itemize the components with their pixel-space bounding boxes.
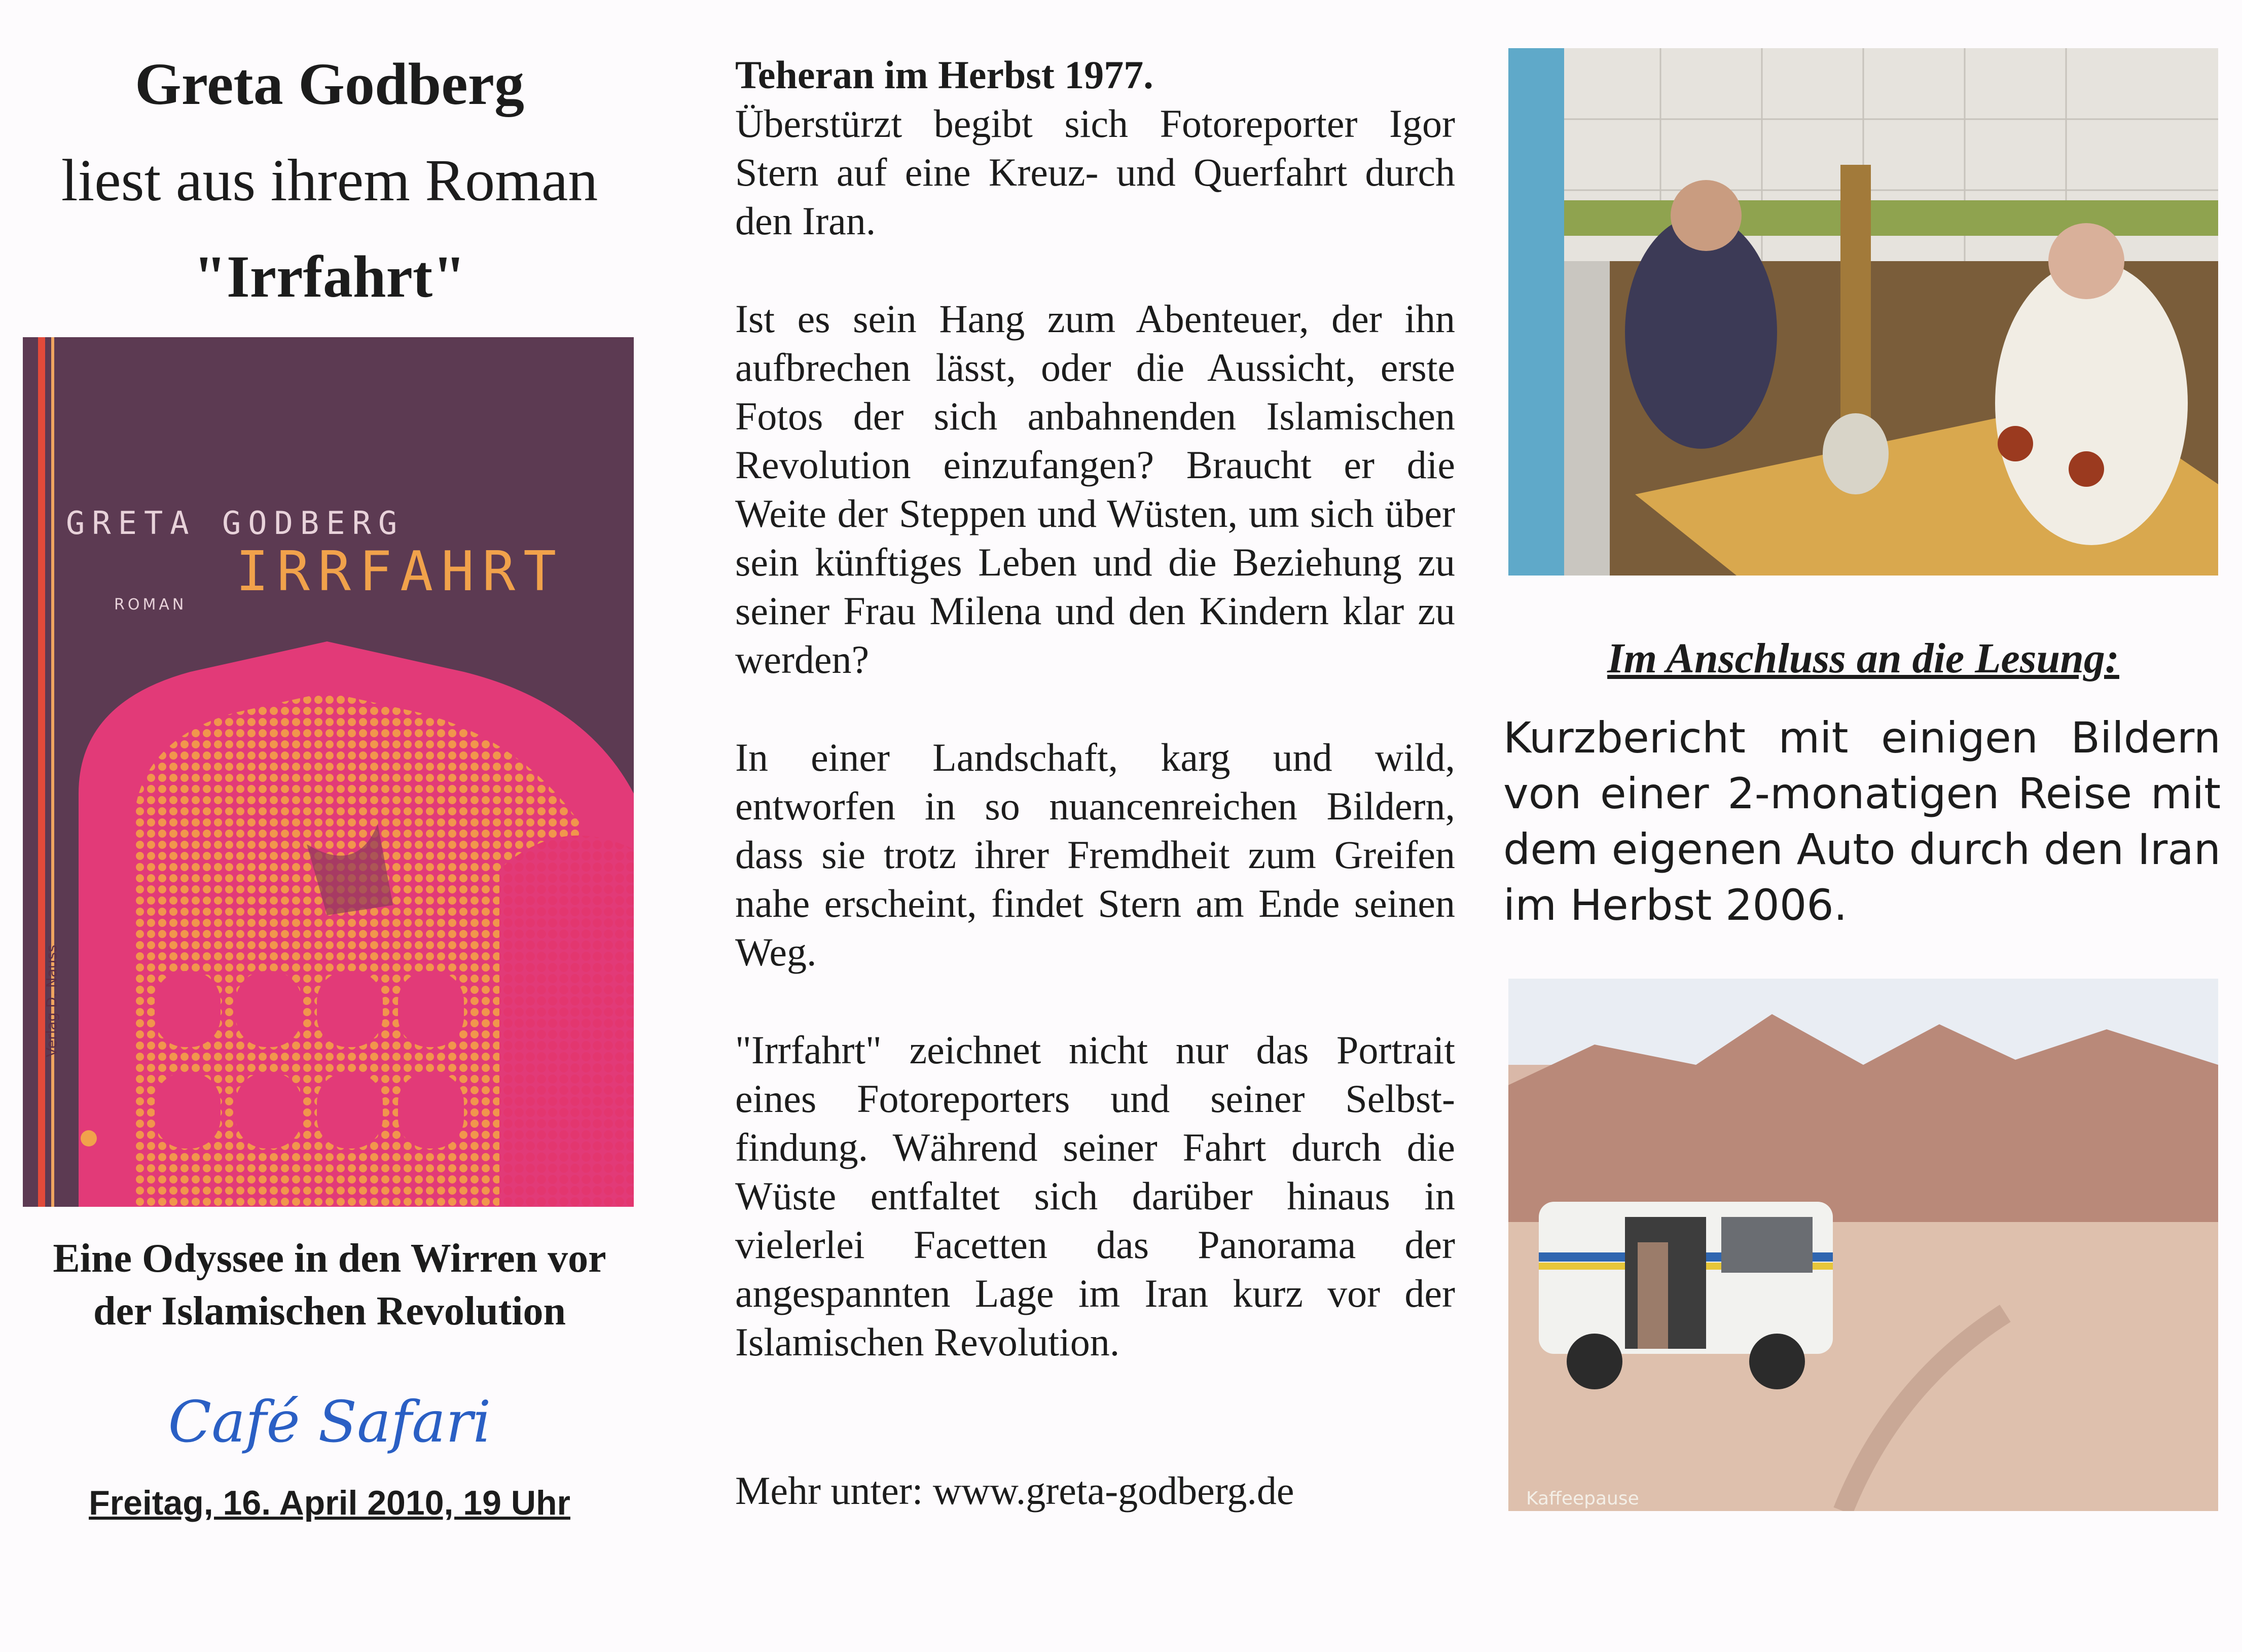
tagline [0, 1232, 659, 1338]
cover-publisher: Verlag D. Nauss [43, 945, 60, 1057]
author-name: Greta Godberg [135, 51, 524, 117]
reading-line: liest aus ihrem Roman [61, 147, 598, 213]
cover-artwork [23, 337, 634, 1207]
tagline-line-2: der Islamischen Revolution [93, 1289, 566, 1334]
desert-van-photo [1508, 979, 2218, 1511]
tagline-line-1: Eine Odyssee in den Wirren vor [53, 1236, 606, 1281]
synopsis-paragraph-4: "Irrfahrt" zeichnet nicht nur das Portrait eines Fotoreporters und seiner Selbst-findung. Während seiner Fahrt durch die Wüste entfaltet sich darüber hinaus in vielerlei Facetten das Panorama der angespannten Lage im Iran kurz vor der Islamischen Revolution. [735, 1028, 1455, 1364]
synopsis [735, 51, 1455, 1416]
trip-report: Kurzbericht mit einigen Bildern von einer 2-monatigen Reise mit dem eigenen Auto durch den Iran im Herbst 2006. [1503, 713, 2221, 930]
novel-title: "Irrfahrt" [193, 243, 466, 310]
event-date: Freitag, 16. April 2010, 19 Uhr [89, 1484, 570, 1522]
synopsis-heading: Teheran im Herbst 1977. [735, 53, 1153, 97]
synopsis-paragraph-2: Ist es sein Hang zum Abenteuer, der ihn aufbrechen lässt, oder die Aussicht, erste Fotos der sich anbahnenden Islamischen Revolution einzufangen? Braucht er die Weite der Steppen und Wüsten, um sich über sein künftiges Leben und die Beziehung zu seiner Frau Milena und den Kindern klar zu werden? [735, 297, 1455, 681]
after-reading-heading: Im Anschluss an die Lesung: [1607, 635, 2119, 682]
synopsis-paragraph-3: In einer Landschaft, karg und wild, entworfen in so nuancenreichen Bildern, dass sie trotz ihrer Fremdheit zum Greifen nahe erscheint, findet Stern am Ende seinen Weg. [735, 735, 1455, 974]
synopsis-paragraph-1: Überstürzt begibt sich Fotoreporter Igor Stern auf eine Kreuz- und Querfahrt durch den Iran. [735, 101, 1455, 243]
website-link[interactable]: Mehr unter: www.greta-godberg.de [735, 1468, 1294, 1513]
photo-caption: Kaffeepause [1526, 1488, 1639, 1509]
cover-title: IRRFAHRT [236, 540, 565, 603]
teahouse-photo [1508, 48, 2218, 576]
venue-name: Café Safari [168, 1389, 491, 1455]
cover-author: GRETA GODBERG [66, 505, 405, 542]
book-cover [23, 337, 634, 1207]
cover-genre: ROMAN [114, 596, 187, 614]
